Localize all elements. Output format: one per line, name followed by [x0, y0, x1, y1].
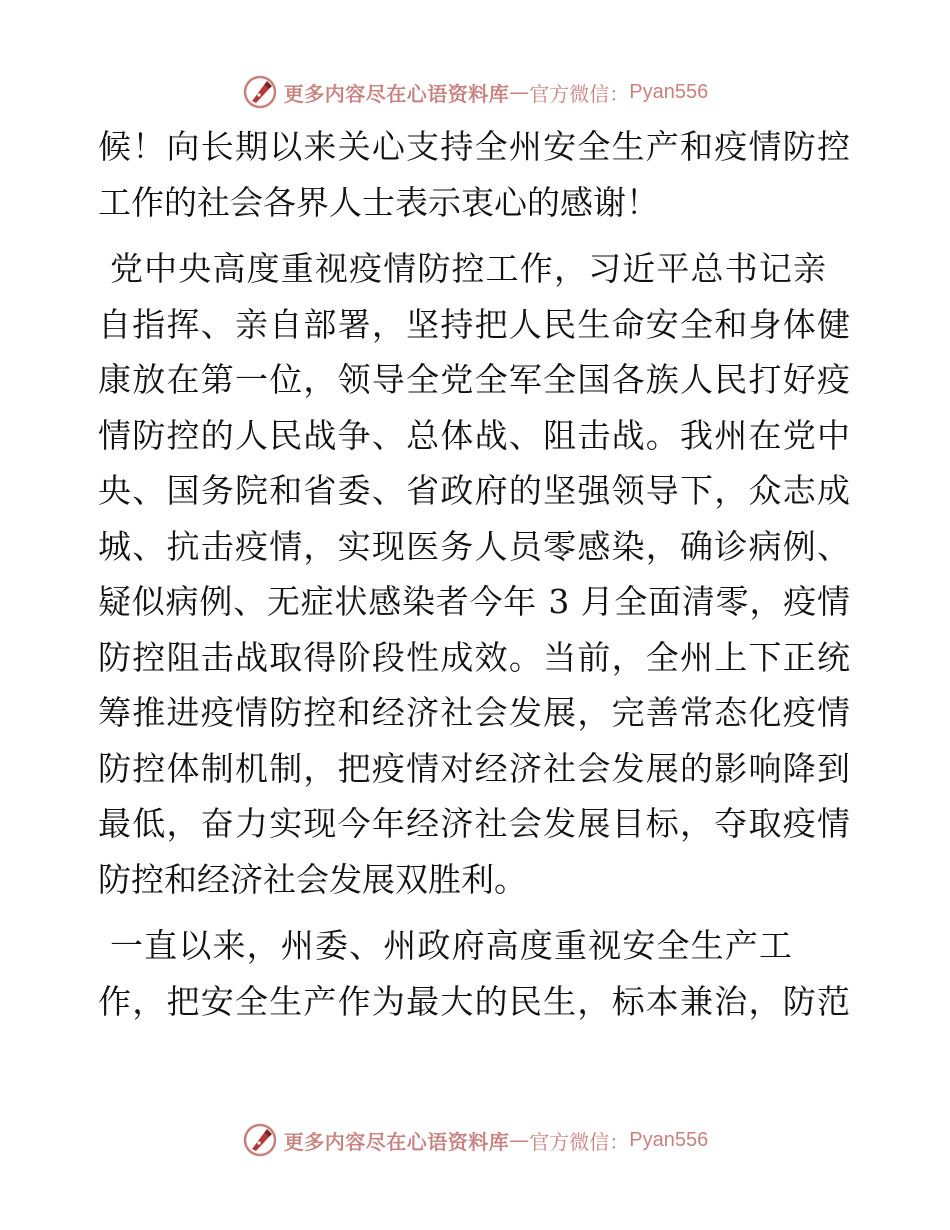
pen-nib-icon	[242, 74, 278, 110]
paragraph-2	[98, 241, 850, 907]
text-line: 候！向长期以来关心支持全州安全生产和疫情防控	[98, 127, 850, 166]
text-line: 党中央高度重视疫情防控工作，习近平总书记亲	[110, 249, 826, 288]
text-line: 防控阻击战取得阶段性成效。当前，全州上下正统	[98, 637, 850, 677]
text-line: 最低，奋力实现今年经济社会发展目标，夺取疫情	[98, 804, 850, 843]
text-line: 作，把安全生产作为最大的民生，标本兼治，防范	[98, 981, 850, 1021]
paragraph-1	[98, 119, 850, 230]
watermark-wechat-id: Pyan556	[629, 80, 709, 103]
watermark-group	[242, 74, 708, 110]
watermark-main-text: 更多内容尽在心语资料库	[283, 81, 510, 106]
text-line: 筹推进疫情防控和经济社会发展，完善常态化疫情	[98, 693, 850, 732]
watermark-separator: —	[509, 80, 530, 104]
watermark-separator: —	[509, 1128, 530, 1152]
watermark-main-text: 更多内容尽在心语资料库	[283, 1129, 510, 1154]
text-line: 自指挥、亲自部署，坚持把人民生命安全和身体健	[98, 304, 850, 344]
text-line: 疑似病例、无症状感染者今年 3 月全面清零，疫情	[98, 582, 850, 621]
text-line: 防控体制机制，把疫情对经济社会发展的影响降到	[98, 748, 850, 788]
watermark-wechat-label: 官方微信：	[529, 1129, 630, 1154]
footer-watermark	[0, 1120, 950, 1160]
text-line: 城、抗击疫情，实现医务人员零感染，确诊病例、	[98, 526, 850, 566]
text-line: 康放在第一位，领导全党全军全国各族人民打好疫	[98, 360, 850, 399]
watermark-group	[242, 1122, 708, 1158]
text-line: 防控和经济社会发展双胜利。	[98, 859, 527, 899]
watermark-wechat-id: Pyan556	[629, 1128, 709, 1151]
pen-nib-icon	[242, 1122, 278, 1158]
text-line: 央、国务院和省委、省政府的坚强领导下，众志成	[98, 471, 850, 510]
text-line: 一直以来，州委、州政府高度重视安全生产工	[110, 926, 792, 965]
header-watermark	[0, 72, 950, 112]
paragraph-3	[98, 918, 850, 1029]
document-body	[98, 119, 850, 1029]
text-line: 情防控的人民战争、总体战、阻击战。我州在党中	[98, 415, 850, 455]
watermark-wechat-label: 官方微信：	[529, 81, 630, 106]
text-line: 工作的社会各界人士表示衷心的感谢！	[98, 182, 659, 222]
